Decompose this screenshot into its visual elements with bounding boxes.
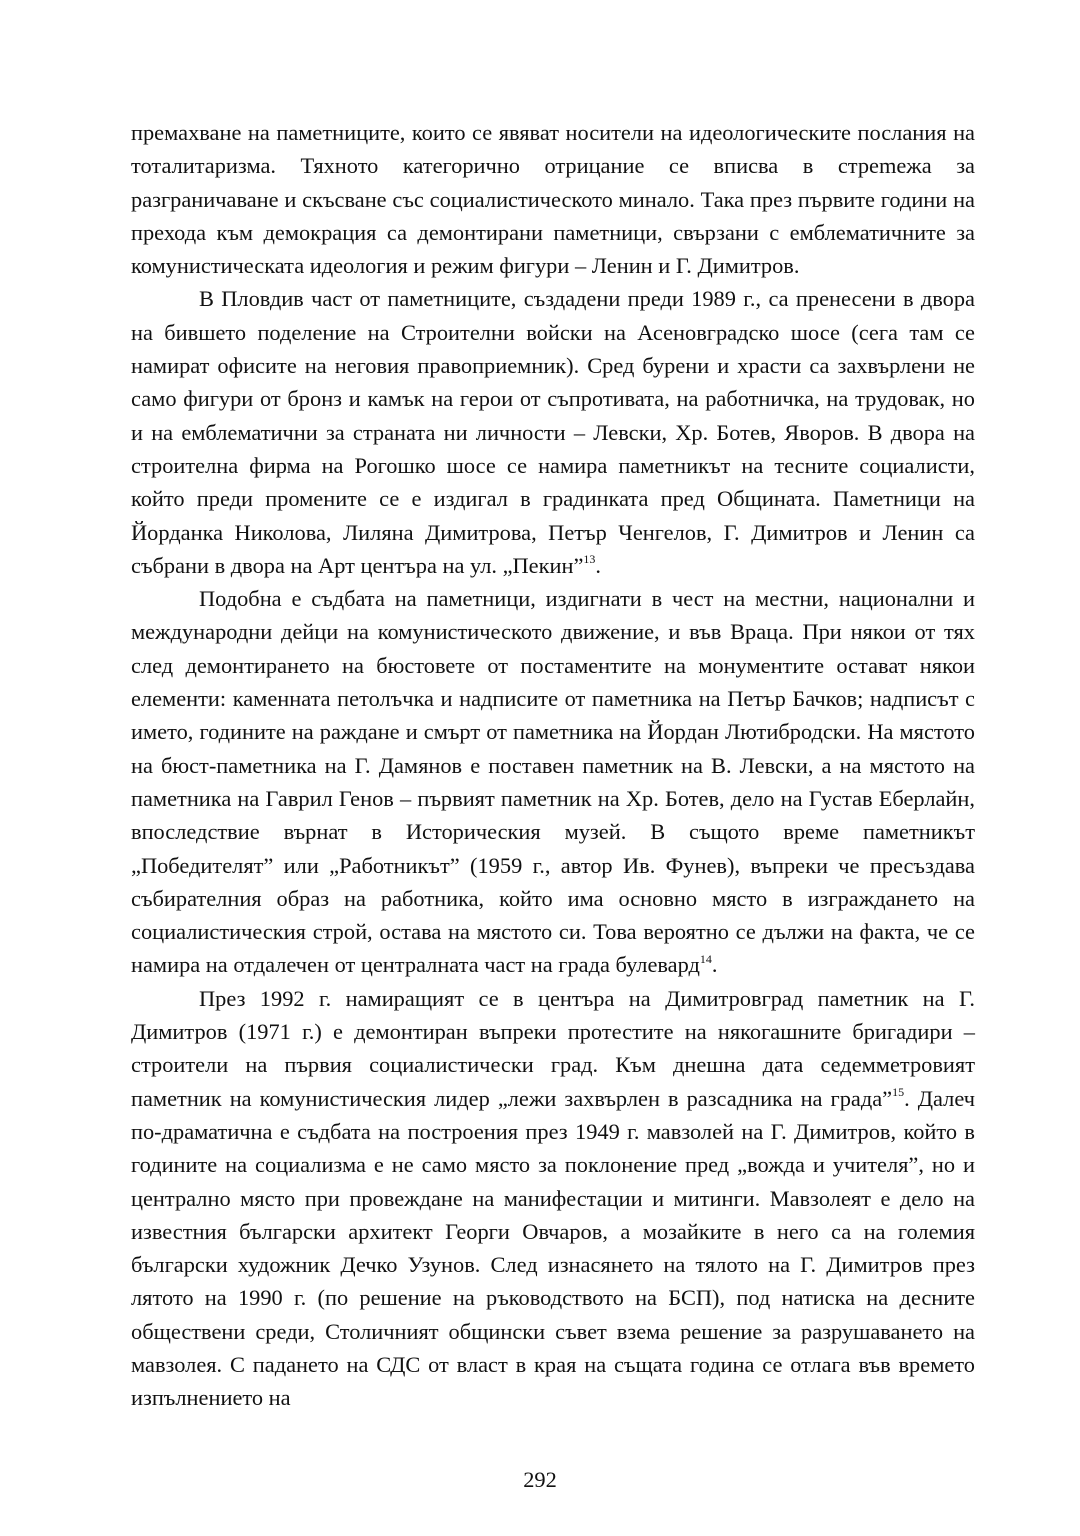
footnote-ref: 15: [892, 1085, 905, 1100]
paragraph: [131, 982, 975, 1415]
paragraph-text: През 1992 г. намиращият се в центъра на Димитровград паметник на Г. Димитров (1971 г.) е демонтиран въпреки протестите на някогашните бригадири – строители на първия социалистически град. Към днешна дата седемметровият паметник на комунистическия лидер „лежи захвърлен в разсадника на града”: [131, 985, 975, 1111]
paragraph-text: Подобна е съдбата на паметници, издигнати в чест на местни, национални и международни дейци на комунистическото движение, и във Враца. При някои от тях след демонтирането на бюстовете от постаментите на монументите остават някои елементи: каменната петолъчка и надписите от паметника на Петър Бачков; надписът с името, годините на раждане и смърт от паметника на Йордан Лютибродски. На мястото на бюст-паметника на Г. Дамянов е поставен паметник на В. Левски, а на мястото на паметника на Гаврил Генов – първият паметник на Хр. Ботев, дело на Густав Еберлайн, впоследствие върнат в Историческия музей. В същото време паметникът „Победителят” или „Работникът” (1959 г., автор Ив. Фунев), въпреки че пресъздава събирателния образ на работника, който има основно място в изграждането на социалистическия строй, остава на мястото си. Това вероятно се дължи на факта, че се намира на отдалечен от централната част на града булевард: [131, 586, 975, 978]
paragraph: [131, 582, 975, 982]
page-number: 292: [523, 1467, 557, 1492]
paragraph-text: .: [595, 552, 602, 578]
paragraph-text: . Далеч по-драматична е съдбата на построения през 1949 г. мавзолей на Г. Димитров, който в годините на социализма е не само място за поклонение пред „вожда и учителя”, но и централно място при провеждане на манифестации и митинги. Мавзолеят е дело на известния български архитект Георги Овчаров, а мозайките в него са на големия български художник Дечко Узунов. След изнасянето на тялото на Г. Димитров през лятото на 1990 г. (по решение на ръководството на БСП), под натиска на десните обществени среди, Столичният общински съвет взема решение за разрушаването на мавзолея. С падането на СДС от власт в края на същата година се отлага във времето изпълнението на: [131, 1085, 975, 1411]
footnote-ref: 13: [583, 552, 596, 567]
paragraph: [131, 116, 975, 282]
document-body: [131, 116, 975, 1415]
paragraph: [131, 282, 975, 582]
paragraph-text: В Пловдив част от паметниците, създадени преди 1989 г., са пренесени в двора на бившето поделение на Строителни войски на Асеновградско шосе (сега там се намират офисите на неговия правоприемник). Сред бурени и храсти са захвърлени не само фигури от бронз и камък на герои от съпротивата, на работничка, на трудовак, но и на емблематични за страната ни личности – Левски, Хр. Ботев, Яворов. В двора на строителна фирма на Рогошко шосе се намира паметникът на тесните социалисти, който преди промените се е издигал в градинката пред Общината. Паметници на Йорданка Николова, Лиляна Димитрова, Петър Ченгелов, Г. Димитров и Ленин са събрани в двора на Арт центъра на ул. „Пекин”: [131, 286, 975, 578]
footnote-ref: 14: [699, 951, 712, 966]
paragraph-text: .: [711, 952, 718, 978]
paragraph-text: премахване на паметниците, които се явяват носители на идеологическите послания на тоталитаризма. Тяхното категорично отрицание се вписва в стреmежа за разграничаване и скъсване със социалистическото минало. Така през първите години на прехода към демокрация са демонтирани паметници, свързани с емблематичните за комунистическата идеология и режим фигури – Ленин и Г. Димитров.: [131, 120, 975, 279]
